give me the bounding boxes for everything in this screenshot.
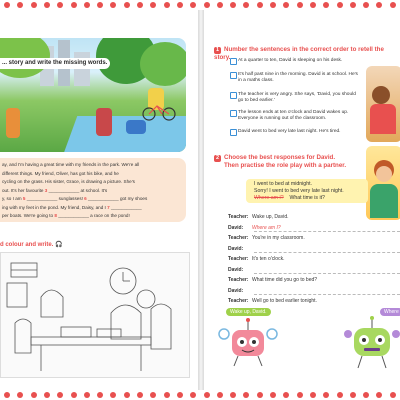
headphones-icon[interactable]: 🎧 — [55, 242, 63, 248]
section-title-text: d colour and write. — [0, 242, 54, 248]
blank-number: 6 — [84, 196, 87, 201]
teacher-line: What time did you go to bed? — [252, 277, 318, 283]
blank-number: 3 — [44, 187, 48, 193]
speech-bubble-left: Wake up, David. — [226, 308, 271, 316]
story-text: ____________ sunglasses! — [25, 196, 85, 201]
story-line — [2, 188, 107, 193]
blank-number: 8 — [54, 213, 57, 218]
story-line — [2, 162, 139, 167]
sentence-item — [238, 58, 362, 64]
sentence-text: The teacher is very angry. She says, 'David, you should go to bed earlier.' — [238, 92, 356, 103]
speaker-label: Teacher: — [228, 235, 249, 241]
speaker-label: Teacher: — [228, 277, 249, 283]
activity-instruction: ... story and write the missing words. — [0, 58, 110, 69]
answer-line[interactable] — [254, 294, 400, 295]
speaker-label: David: — [228, 287, 244, 294]
story-text: ay, and I'm having a great time with my friends in the park. We're all — [2, 162, 140, 167]
dialogue-line — [228, 277, 317, 283]
answer-line[interactable] — [254, 231, 400, 232]
answer-line[interactable] — [254, 273, 400, 274]
answer-line[interactable] — [254, 252, 400, 253]
sentence-item — [238, 72, 362, 84]
dialogue-line — [228, 288, 252, 294]
right-page — [204, 14, 400, 386]
response-4[interactable]: What time is it? — [289, 195, 325, 201]
blank-number: 5 — [22, 196, 26, 201]
bicycle-icon — [142, 102, 176, 122]
robot-left-icon — [218, 316, 278, 372]
sentence-text: At a quarter to ten, David is sleeping on his desk. — [238, 58, 343, 63]
teacher-line: Wake up, David. — [252, 214, 289, 220]
sentence-text: It's half past nine in the morning. David is at school. He's in a maths class. — [238, 72, 358, 83]
bottom-dot-border — [0, 392, 400, 398]
park-illustration — [0, 38, 186, 152]
sentence-text: David went to bed very late last night. He's tired. — [238, 129, 341, 134]
order-checkbox[interactable] — [230, 72, 237, 79]
story-line — [2, 196, 147, 201]
sentence-text: The lesson ends at ten o'clock and David wakes up. Everyone is running out of the classroom. — [238, 110, 349, 121]
story-text: ____________ — [109, 204, 142, 210]
question-2-number: 2 — [215, 155, 220, 161]
speaker-label: David: — [228, 245, 244, 252]
speech-bubble-right: Where — [380, 308, 400, 316]
story-line — [2, 213, 130, 218]
teacher-line: It's ten o'clock. — [252, 256, 285, 262]
question-2-title-line2: Then practise the role play with a partner. — [224, 162, 347, 169]
dialogue-line — [228, 214, 289, 220]
dialogue-line — [228, 246, 252, 252]
line-drawing-classroom — [0, 252, 190, 378]
robot-right-icon — [344, 314, 400, 372]
dialogue-line — [228, 298, 317, 304]
story-text: ____________ got my shoes — [86, 196, 148, 201]
story-text: per boats. We're going to — [2, 213, 55, 218]
dialogue-line — [228, 235, 305, 241]
response-2[interactable]: Sorry! I went to bed very late last night. — [254, 188, 344, 194]
story-text: y, so I am — [2, 196, 23, 201]
blank-number: 7 — [107, 204, 110, 210]
teacher-line: You're in my classroom. — [252, 235, 305, 241]
response-3-struck[interactable]: Where am I? — [254, 195, 284, 201]
response-choices-box — [246, 179, 368, 203]
section-title — [0, 241, 63, 248]
story-line — [2, 171, 119, 176]
question-2-heading — [214, 154, 346, 170]
order-checkbox[interactable] — [230, 110, 237, 117]
question-1-title: Number the sentences in the correct order to retell the story. — [214, 46, 384, 61]
story-text-box — [0, 158, 186, 222]
story-text: cycling on the grass. His sister, Grace, is drawing a picture. She's — [2, 179, 135, 184]
story-photo-1 — [366, 66, 400, 142]
dialogue-line — [228, 267, 252, 273]
sentence-item — [238, 129, 362, 135]
response-3 — [254, 195, 325, 201]
story-line — [2, 205, 142, 210]
order-checkbox[interactable] — [230, 58, 237, 65]
story-text: out. It's her favourite — [2, 187, 45, 193]
story-text: ____________ at school. It's — [47, 187, 108, 193]
sentence-item — [238, 92, 362, 104]
sentence-item — [238, 110, 362, 122]
response-1[interactable]: I went to bed at midnight. — [254, 181, 312, 187]
david-answer[interactable]: Where am I? — [252, 224, 281, 231]
david-photo — [366, 146, 400, 220]
question-1-number: 1 — [215, 47, 220, 53]
dialogue-line — [228, 256, 284, 262]
speaker-label: Teacher: — [228, 256, 249, 262]
teacher-line: Well go to bed earlier tonight. — [252, 298, 317, 304]
order-checkbox[interactable] — [230, 92, 237, 99]
story-text: ____________ a race on the pond! — [56, 213, 130, 218]
top-dot-border — [0, 2, 400, 8]
speaker-label: David: — [228, 266, 244, 273]
left-page — [0, 14, 198, 386]
story-line — [2, 179, 135, 184]
speaker-label: Teacher: — [228, 214, 249, 220]
story-text: different things. My friend, Oliver, has got his bike, and he — [2, 170, 119, 176]
speaker-label: David: — [228, 224, 244, 231]
story-text: ing with my feet in the pond. My friend, Daisy, and I — [2, 204, 108, 210]
order-checkbox[interactable] — [230, 129, 237, 136]
speaker-label: Teacher: — [228, 298, 249, 304]
question-2-title-line1: Choose the best responses for David. — [224, 154, 336, 161]
